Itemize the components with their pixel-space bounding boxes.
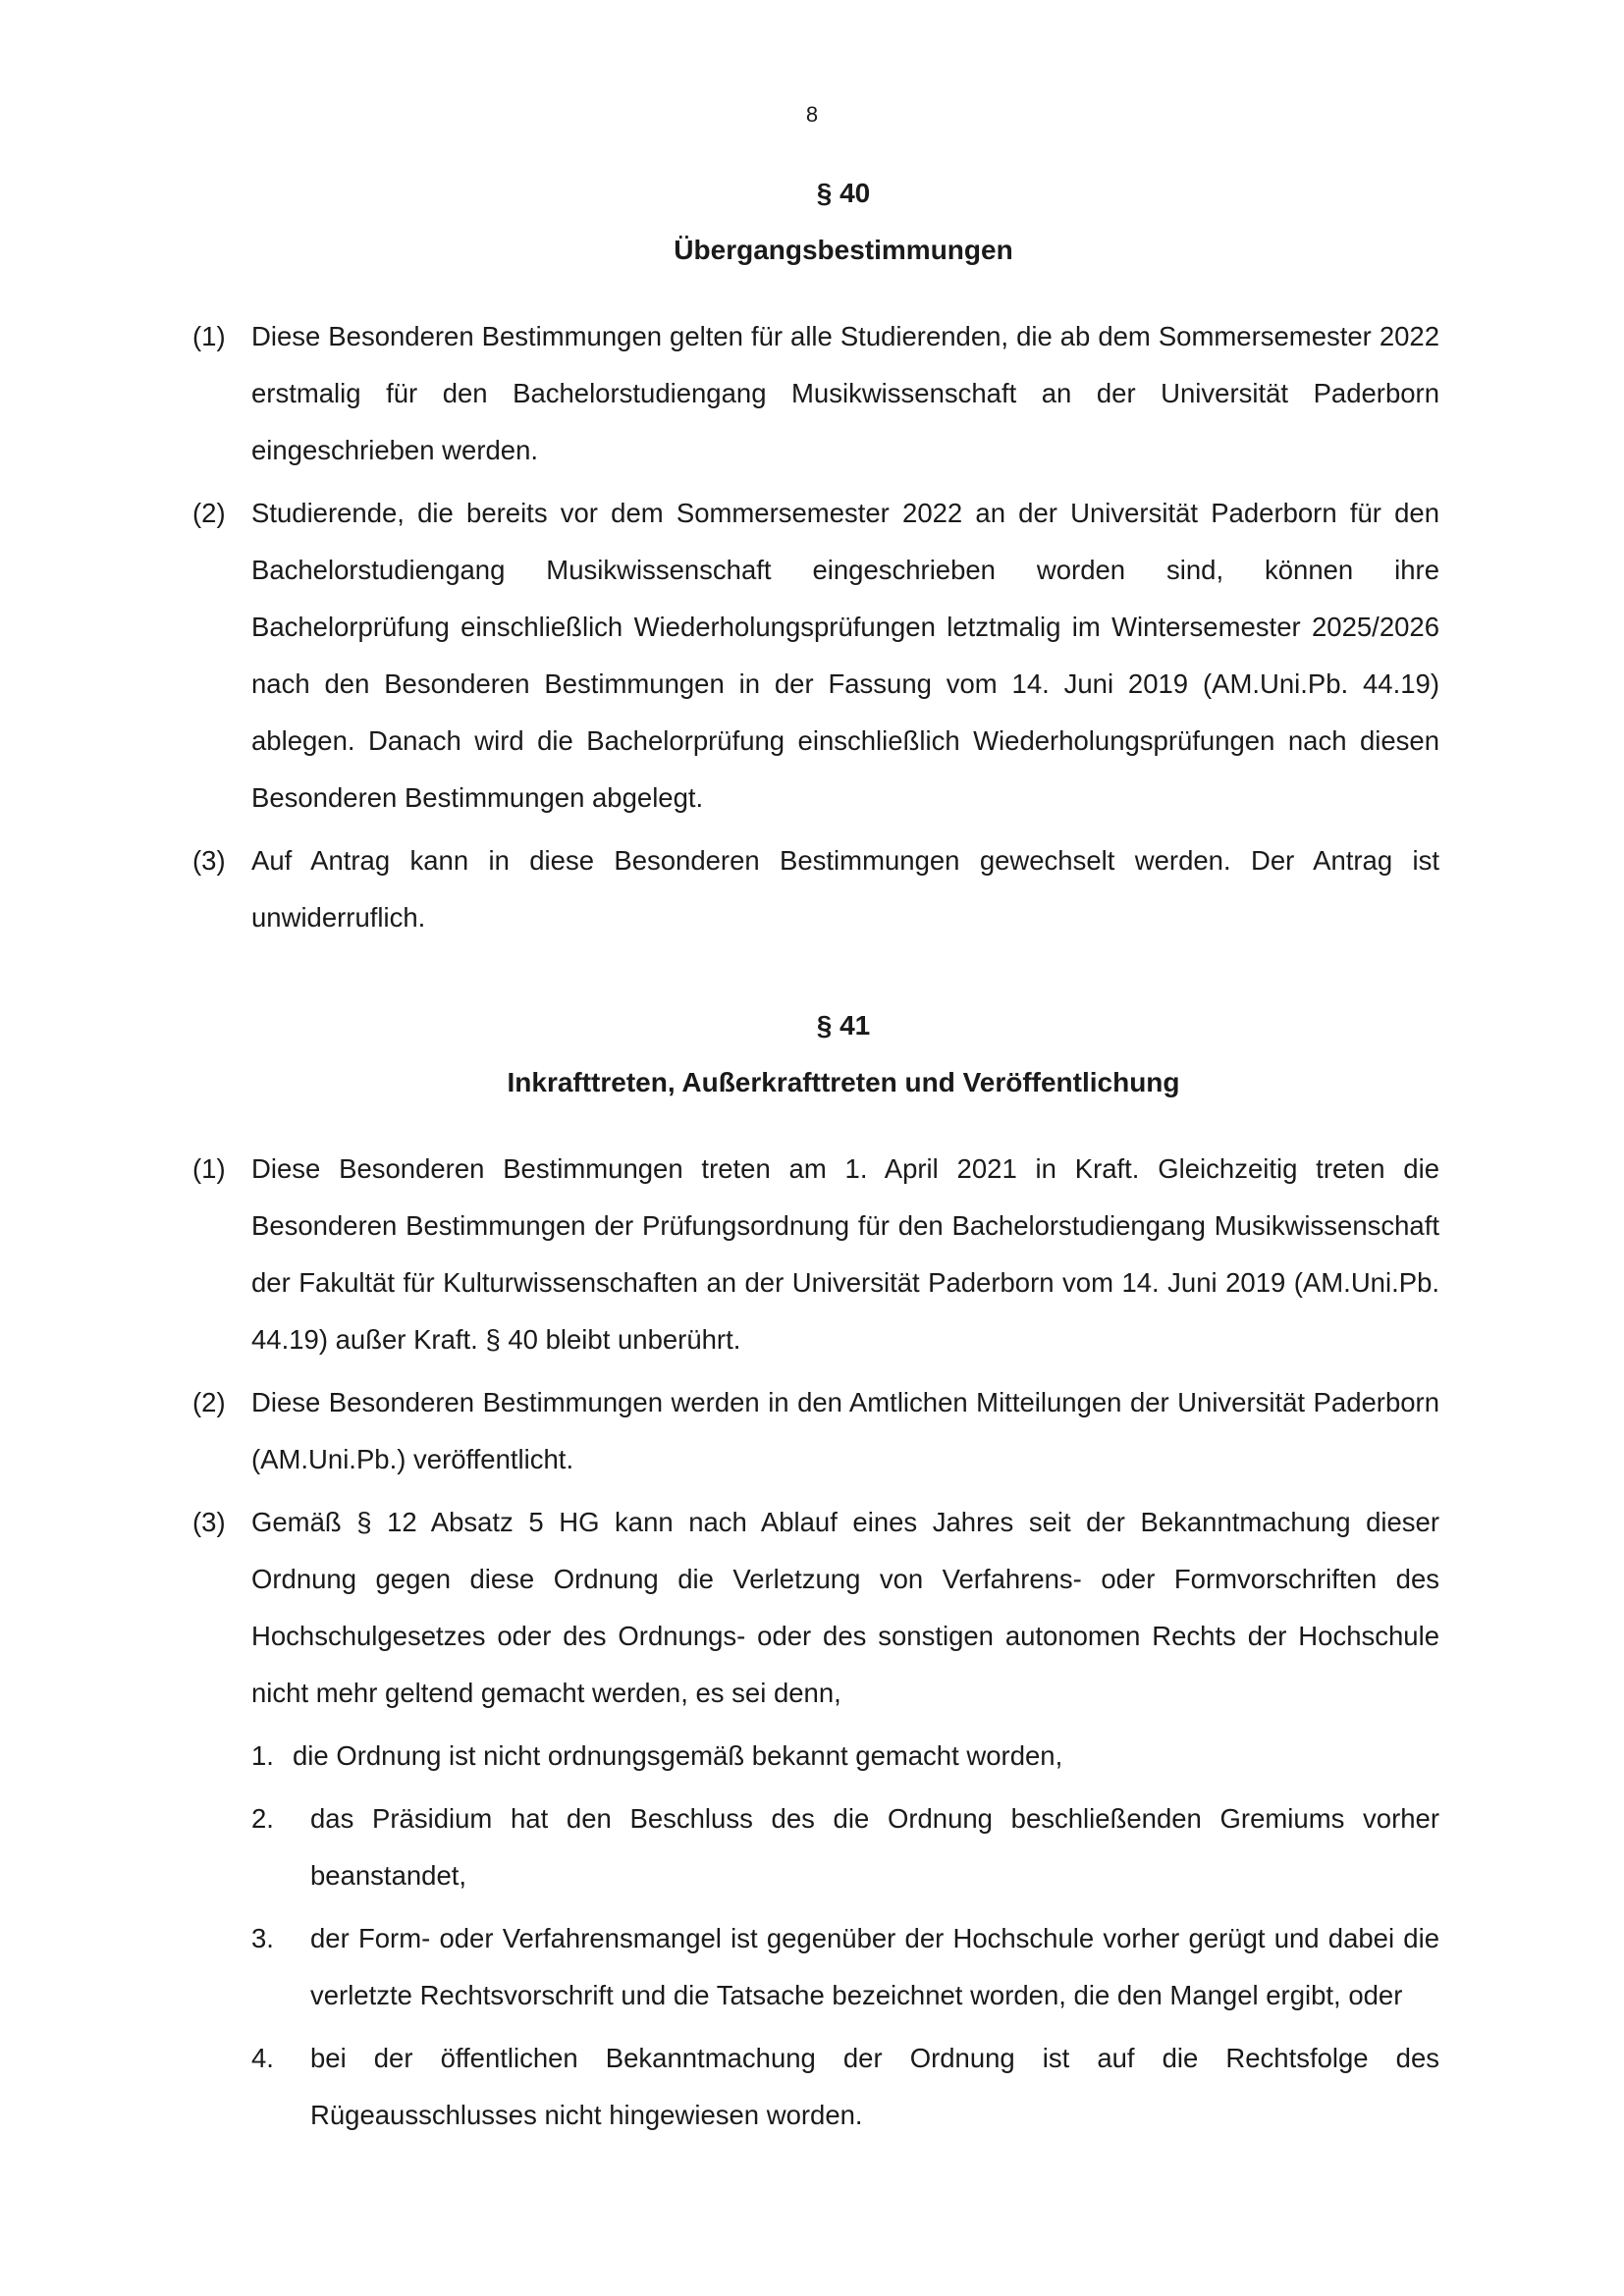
paragraph-number: (2) [192,498,226,528]
list-item-text: der Form- oder Verfahrensmangel ist gegenüber der Hochschule vorher gerügt und dabei die verletzte Rechtsvorschrift und die Tatsache bezeichnet worden, die den Mangel ergibt, oder [310,1923,1439,2010]
section-40 [192,165,1439,952]
paragraph [192,1374,1439,1488]
list-item [251,1790,1439,1904]
list-item [251,1910,1439,2024]
section-title: Inkrafttreten, Außerkrafttreten und Veröffentlichung [507,1067,1180,1097]
paragraph-text: Diese Besonderen Bestimmungen treten am 1. April 2021 in Kraft. Gleichzeitig treten die Besonderen Bestimmungen der Prüfungsordnung für den Bachelorstudiengang Musikwissenschaft der Fakultät für Kulturwissenschaften an der Universität Paderborn vom 14. Juni 2019 (AM.Uni.Pb. 44.19) außer Kraft. § 40 bleibt unberührt. [251,1153,1439,1355]
paragraph-text: Studierende, die bereits vor dem Sommersemester 2022 an der Universität Paderborn für den Bachelorstudiengang Musikwissenschaft eingeschrieben worden sind, können ihre Bachelorprüfung einschließlich Wiederholungsprüfungen letztmalig im Wintersemester 2025/2026 nach den Besonderen Bestimmungen in der Fassung vom 14. Juni 2019 (AM.Uni.Pb. 44.19) ablegen. Danach wird die Bachelorprüfung einschließlich Wiederholungsprüfungen nach diesen Besonderen Bestimmungen abgelegt. [251,498,1439,813]
paragraph-text: Diese Besonderen Bestimmungen gelten für alle Studierenden, die ab dem Sommersemester 2022 erstmalig für den Bachelorstudiengang Musikwissenschaft an der Universität Paderborn eingeschrieben werden. [251,321,1439,465]
paragraph-number: (3) [192,845,226,876]
page-number: 8 [805,102,819,127]
list-item-number: 4. [251,2043,274,2073]
paragraph [192,1494,1439,1722]
paragraph-text: Gemäß § 12 Absatz 5 HG kann nach Ablauf eines Jahres seit der Bekanntmachung dieser Ordnung gegen diese Ordnung die Verletzung von Verfahrens- oder Formvorschriften des Hochschulgesetzes oder des Ordnungs- oder des sonstigen autonomen Rechts der Hochschule nicht mehr geltend gemacht werden, es sei denn, [251,1507,1439,1708]
paragraph-number: (1) [192,1153,226,1184]
list-item-number: 2. [251,1803,274,1834]
paragraph [192,832,1439,946]
section-number: § 41 [816,1010,871,1041]
paragraph-number: (2) [192,1387,226,1417]
paragraph-number: (1) [192,321,226,351]
paragraph [192,485,1439,827]
section-title: Übergangsbestimmungen [674,235,1013,265]
list-item-text: die Ordnung ist nicht ordnungsgemäß bekannt gemacht worden, [293,1740,1063,1771]
list-item [251,1728,1439,1785]
numbered-list [192,1728,1439,2144]
list-item-number: 3. [251,1923,274,1953]
list-item [251,2030,1439,2144]
section-41 [192,997,1439,2150]
list-item-number: 1. [251,1740,274,1771]
paragraph-text: Diese Besonderen Bestimmungen werden in den Amtlichen Mitteilungen der Universität Paderborn (AM.Uni.Pb.) veröffentlicht. [251,1387,1439,1474]
paragraph [192,308,1439,479]
paragraph-number: (3) [192,1507,226,1537]
paragraph [192,1141,1439,1368]
paragraph-text: Auf Antrag kann in diese Besonderen Bestimmungen gewechselt werden. Der Antrag ist unwiderruflich. [251,845,1439,933]
section-number: § 40 [816,178,871,208]
list-item-text: bei der öffentlichen Bekanntmachung der Ordnung ist auf die Rechtsfolge des Rügeausschlusses nicht hingewiesen worden. [310,2043,1439,2130]
list-item-text: das Präsidium hat den Beschluss des die Ordnung beschließenden Gremiums vorher beanstandet, [310,1803,1439,1891]
